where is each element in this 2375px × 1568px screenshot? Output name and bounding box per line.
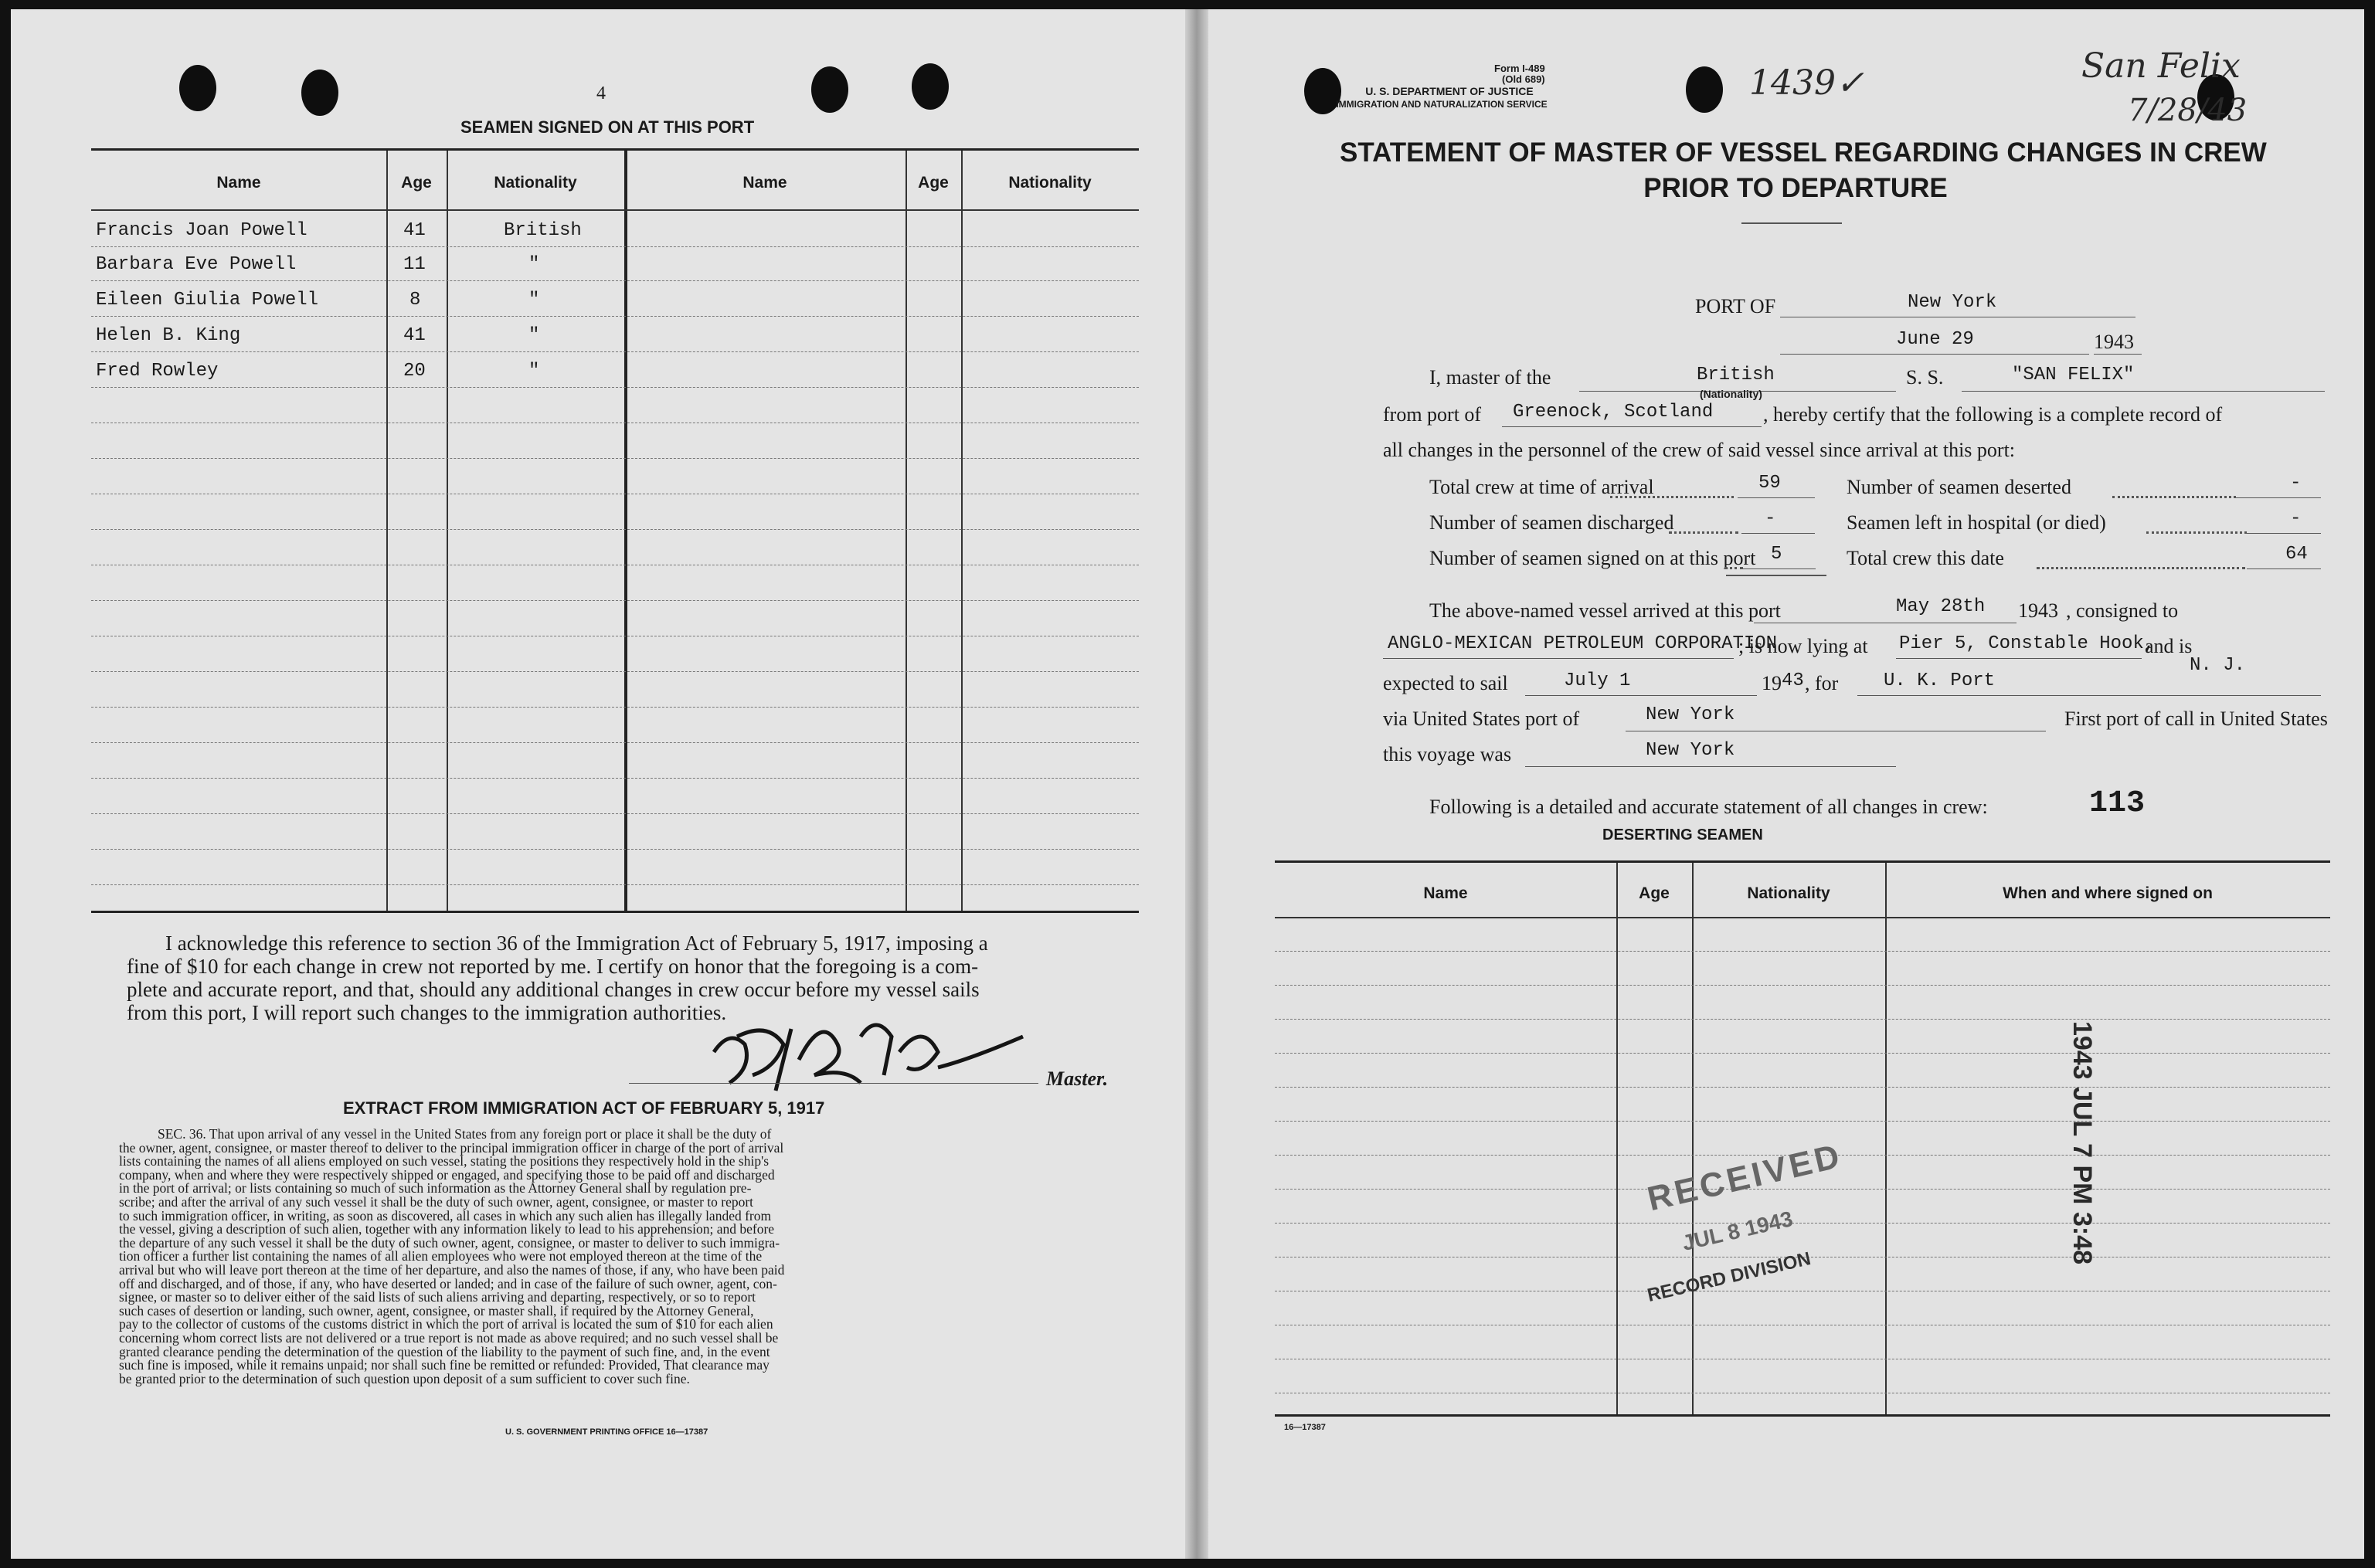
footer-code: 16—17387 bbox=[1284, 1423, 1326, 1432]
crew-age: 8 bbox=[409, 290, 421, 311]
form-old: (Old 689) bbox=[1502, 73, 1545, 85]
extract-line: such fine is imposed, while it remains unpaid; nor shall such fine be remitted or refunded: Provided, That clearance may bbox=[119, 1357, 770, 1373]
punch-hole bbox=[912, 63, 949, 110]
arrived-text: The above-named vessel arrived at this port bbox=[1429, 599, 1781, 622]
form-title-line2: PRIOR TO DEPARTURE bbox=[1643, 173, 1948, 203]
expected-text: expected to sail bbox=[1383, 672, 1508, 694]
punch-hole bbox=[811, 66, 848, 113]
port-value: New York bbox=[1908, 292, 1997, 313]
via-port: New York bbox=[1646, 704, 1735, 725]
date-year: 1943 bbox=[2094, 331, 2134, 353]
crew-name: Fred Rowley bbox=[96, 361, 219, 382]
discharged-value: - bbox=[1765, 508, 1776, 529]
service-label: IMMIGRATION AND NATURALIZATION SERVICE bbox=[1336, 99, 1548, 110]
right-page bbox=[1208, 9, 2364, 1559]
punch-hole bbox=[179, 65, 216, 111]
date-value: June 29 bbox=[1896, 329, 1974, 350]
extract-line: off and discharged, and of those, if any, who have deserted or landed; and in case of the failure of such owner, agent, con- bbox=[119, 1275, 777, 1291]
printer-line: U. S. GOVERNMENT PRINTING OFFICE 16—17387 bbox=[505, 1427, 708, 1437]
extract-line: concerning whom correct lists are not delivered or a true report is not made as above required; and no such vessel shall be bbox=[119, 1329, 779, 1346]
col-header-age-2: Age bbox=[918, 174, 949, 192]
record-division-stamp: RECORD DIVISION bbox=[1645, 1248, 1813, 1306]
acknowledgement-line: plete and accurate report, and that, should any additional changes in crew occur before my vessel sails bbox=[127, 978, 980, 1001]
handwritten-date-note: 7/28/43 bbox=[2128, 93, 2248, 128]
extract-line: signee, or master so to deliver either of the said lists of such aliens arriving and departing, respectively, or so to report bbox=[119, 1289, 756, 1305]
punch-hole bbox=[301, 70, 338, 116]
form-header bbox=[1394, 63, 1610, 85]
destination: U. K. Port bbox=[1884, 670, 1996, 691]
col-header-age: Age bbox=[1639, 884, 1670, 902]
left-page bbox=[11, 9, 1185, 1559]
following-text: Following is a detailed and accurate statement of all changes in crew: bbox=[1429, 796, 1988, 818]
extract-line: scribe; and after the arrival of any such vessel it shall be the duty of such owner, agent, consignee, or master to report bbox=[119, 1193, 754, 1210]
acknowledgement-line: I acknowledge this reference to section 36 of the Immigration Act of February 5, 1917, imposing a bbox=[165, 932, 988, 955]
department-label: U. S. DEPARTMENT OF JUSTICE bbox=[1365, 85, 1534, 97]
ship-name: "SAN FELIX" bbox=[2012, 365, 2135, 385]
extract-line: company, when and where they were respectively shipped or engaged, and specifying those to be paid off and discharged bbox=[119, 1166, 775, 1183]
arrived-year: 1943 bbox=[2018, 599, 2058, 622]
port-of-label: PORT OF bbox=[1695, 295, 1776, 317]
extract-line: lists containing the names of all aliens employed on such vessel, stating the positions they respectively hold in the ship's bbox=[119, 1153, 770, 1169]
extract-line: such cases of desertion or landing, such owner, agent, consignee, or master shall, if required by the Attorney General, bbox=[119, 1302, 754, 1319]
form-title-line1: STATEMENT OF MASTER OF VESSEL REGARDING CHANGES IN CREW bbox=[1340, 137, 2267, 168]
via-text: via United States port of bbox=[1383, 708, 1580, 730]
nationality-value: British bbox=[1697, 365, 1775, 385]
deserted-value: - bbox=[2290, 473, 2302, 494]
from-port-label: from port of bbox=[1383, 403, 1482, 426]
handwritten-count: 113 bbox=[2089, 786, 2146, 821]
hospital-value: - bbox=[2290, 508, 2302, 529]
extract-line: the departure of any such vessel it shall be the duty of such owner, agent, consignee, or master to deliver to such immigra- bbox=[119, 1234, 780, 1251]
handwritten-number: 1439✓ bbox=[1749, 63, 1864, 103]
form-number: Form I-489 bbox=[1494, 63, 1545, 74]
discharged-label: Number of seamen discharged bbox=[1429, 511, 1674, 534]
extract-line: to such immigration officer, in writing, as soon as discovered, all cases in which any such alien has illegally landed from bbox=[119, 1207, 772, 1224]
deserted-label: Number of seamen deserted bbox=[1847, 476, 2071, 498]
extract-line: tion officer a further list containing the names of all alien employees who were not employed thereon at the time of the bbox=[119, 1248, 763, 1264]
consigned-text: , consigned to bbox=[2066, 599, 2179, 622]
crew-name: Eileen Giulia Powell bbox=[96, 290, 319, 311]
seamen-signed-on-table bbox=[91, 148, 1139, 913]
extract-line: arrival but who will leave port thereon at the time of her departure, and also the names of those, if any, who have been paid bbox=[119, 1261, 785, 1278]
col-header-nationality: Nationality bbox=[494, 174, 577, 192]
crew-age: 41 bbox=[403, 325, 426, 346]
consignee: ANGLO-MEXICAN PETROLEUM CORPORATION bbox=[1388, 633, 1778, 654]
lying-text: ; is now lying at bbox=[1738, 635, 1868, 657]
extract-line: the owner, agent, consignee, or master thereof to deliver to the principal immigration officer in charge of the port of arrival bbox=[119, 1139, 784, 1156]
col-header-nationality: Nationality bbox=[1747, 884, 1830, 902]
signed-on-value: 5 bbox=[1771, 544, 1782, 565]
total-crew-arrival-label: Total crew at time of arrival bbox=[1429, 476, 1654, 498]
crew-nationality: " bbox=[528, 290, 540, 311]
master-label: Master. bbox=[1046, 1067, 1109, 1090]
and-is-text: and is bbox=[2145, 635, 2193, 657]
crew-age: 41 bbox=[403, 220, 426, 241]
ss-label: S. S. bbox=[1906, 366, 1944, 389]
crew-name: Barbara Eve Powell bbox=[96, 254, 297, 275]
handwritten-ship-note: San Felix bbox=[2081, 46, 2241, 86]
col-header-name: Name bbox=[216, 174, 261, 192]
col-header-name-2: Name bbox=[742, 174, 787, 192]
crew-nationality: British bbox=[504, 220, 582, 241]
received-stamp-date: JUL 8 1943 bbox=[1680, 1207, 1796, 1256]
crew-nationality: " bbox=[528, 325, 540, 346]
certify-text: , hereby certify that the following is a complete record of bbox=[1763, 403, 2223, 426]
page-number: 4 bbox=[596, 83, 606, 104]
document-sheet bbox=[11, 9, 2364, 1559]
page-fold bbox=[1185, 9, 1208, 1559]
extract-line: SEC. 36. That upon arrival of any vessel in the United States from any foreign port or place it shall be the duty of bbox=[158, 1126, 772, 1142]
lying-state: N. J. bbox=[2190, 655, 2246, 676]
acknowledgement-line: fine of $10 for each change in crew not reported by me. I certify on honor that the foregoing is a com- bbox=[127, 955, 979, 978]
col-header-nationality-2: Nationality bbox=[1008, 174, 1092, 192]
extract-line: in the port of arrival; or lists containing so much of such information as the Attorney General shall by regulation pre- bbox=[119, 1180, 752, 1196]
lying-at: Pier 5, Constable Hook, bbox=[1899, 633, 2156, 654]
from-port-value: Greenock, Scotland bbox=[1513, 402, 1714, 423]
master-signature bbox=[683, 1006, 1038, 1098]
crew-age: 11 bbox=[403, 254, 426, 275]
section-title: SEAMEN SIGNED ON AT THIS PORT bbox=[460, 117, 755, 137]
crew-nationality: " bbox=[528, 254, 540, 275]
sail-year: 43 bbox=[1782, 670, 1804, 691]
col-header-age: Age bbox=[401, 174, 432, 192]
punch-hole bbox=[1686, 66, 1723, 113]
sail-date: July 1 bbox=[1564, 670, 1631, 691]
deserting-title: DESERTING SEAMEN bbox=[1602, 826, 1763, 843]
for-text: , for bbox=[1805, 672, 1839, 694]
extract-line: be granted prior to the determination of such question upon deposit of a sum sufficient to cover such fine. bbox=[119, 1370, 690, 1386]
voyage-text: this voyage was bbox=[1383, 743, 1512, 765]
col-header-signed-on: When and where signed on bbox=[2003, 884, 2213, 902]
crew-age: 20 bbox=[403, 361, 426, 382]
voyage-port: New York bbox=[1646, 740, 1735, 761]
received-stamp: RECEIVED bbox=[1643, 1136, 1847, 1219]
acknowledgement-line: from this port, I will report such changes to the immigration authorities. bbox=[127, 1001, 727, 1024]
nationality-caption: (Nationality) bbox=[1700, 388, 1762, 400]
date-time-stamp: 1943 JUL 7 PM 3:48 bbox=[2068, 1021, 2097, 1264]
crew-nationality: " bbox=[528, 361, 540, 382]
crew-name: Helen B. King bbox=[96, 325, 241, 346]
extract-text bbox=[119, 1128, 1131, 1386]
extract-line: granted clearance pending the determination of the question of the liability to the payment of such fine, and, in the event bbox=[119, 1343, 770, 1359]
all-changes-text: all changes in the personnel of the crew of said vessel since arrival at this port: bbox=[1383, 439, 2016, 461]
deserting-seamen-table bbox=[1275, 860, 2330, 1417]
signed-on-label: Number of seamen signed on at this port bbox=[1429, 547, 1756, 569]
first-port-text: First port of call in United States bbox=[2064, 708, 2328, 730]
hospital-label: Seamen left in hospital (or died) bbox=[1847, 511, 2106, 534]
crew-name: Francis Joan Powell bbox=[96, 220, 307, 241]
col-header-name: Name bbox=[1423, 884, 1468, 902]
sail-year-prefix: 19 bbox=[1762, 672, 1782, 694]
total-crew-arrival-value: 59 bbox=[1758, 473, 1781, 494]
total-today-label: Total crew this date bbox=[1847, 547, 2004, 569]
master-of-label: I, master of the bbox=[1429, 366, 1551, 389]
extract-title: EXTRACT FROM IMMIGRATION ACT OF FEBRUARY 5, 1917 bbox=[343, 1098, 825, 1118]
extract-line: the vessel, giving a description of such alien, together with any information likely to lead to his apprehension; and before bbox=[119, 1221, 775, 1237]
arrived-date: May 28th bbox=[1896, 596, 1986, 617]
extract-line: pay to the collector of customs of the customs district in which the port of arrival is located the sum of $10 for each alien bbox=[119, 1316, 773, 1332]
total-today-value: 64 bbox=[2285, 544, 2308, 565]
